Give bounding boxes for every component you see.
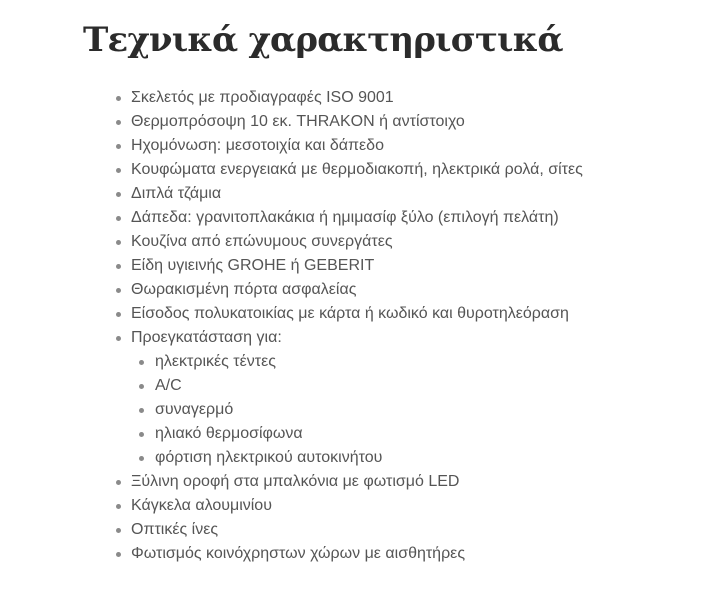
bullet-icon xyxy=(116,552,121,557)
list-item-text: Οπτικές ίνες xyxy=(131,521,219,538)
list-item-text: Διπλά τζάμια xyxy=(131,185,222,202)
list-item xyxy=(83,254,703,278)
bullet-icon xyxy=(116,216,121,221)
sublist-item xyxy=(131,350,703,374)
sublist-item-text: φόρτιση ηλεκτρικού αυτοκινήτου xyxy=(155,449,383,466)
list-item xyxy=(83,518,703,542)
bullet-icon xyxy=(116,240,121,245)
features-section xyxy=(83,14,703,566)
list-item xyxy=(83,470,703,494)
list-item-text: Κουφώματα ενεργειακά με θερμοδιακοπή, ηλεκτρικά ρολά, σίτες xyxy=(131,161,583,178)
feature-list xyxy=(83,86,703,566)
bullet-icon xyxy=(116,144,121,149)
list-item xyxy=(83,134,703,158)
list-item-text: Σκελετός με προδιαγραφές ISO 9001 xyxy=(131,89,394,106)
list-item-text: Είδη υγιεινής GROHE ή GEBERIT xyxy=(131,257,375,274)
list-item-text: Θερμοπρόσοψη 10 εκ. THRAKON ή αντίστοιχο xyxy=(131,113,465,130)
list-item xyxy=(83,86,703,110)
bullet-icon xyxy=(116,264,121,269)
list-item-text: Είσοδος πολυκατοικίας με κάρτα ή κωδικό και θυροτηλεόραση xyxy=(131,305,569,322)
list-item-text: Κάγκελα αλουμινίου xyxy=(131,497,272,514)
list-item-text: Δάπεδα: γρανιτοπλακάκια ή ημιμασίφ ξύλο (επιλογή πελάτη) xyxy=(131,209,559,226)
list-item xyxy=(83,230,703,254)
list-item xyxy=(83,302,703,326)
list-item xyxy=(83,542,703,566)
list-item-text: Φωτισμός κοινόχρηστων χώρων με αισθητήρες xyxy=(131,545,466,562)
bullet-icon xyxy=(116,504,121,509)
bullet-icon xyxy=(139,456,144,461)
sublist-item xyxy=(131,422,703,446)
list-item-text: Θωρακισμένη πόρτα ασφαλείας xyxy=(131,281,357,298)
list-item-text: Κουζίνα από επώνυμους συνεργάτες xyxy=(131,233,393,250)
list-item xyxy=(83,278,703,302)
sublist-item-text: συναγερμό xyxy=(155,401,234,418)
bullet-icon xyxy=(139,360,144,365)
bullet-icon xyxy=(116,480,121,485)
bullet-icon xyxy=(116,192,121,197)
bullet-icon xyxy=(139,432,144,437)
list-item xyxy=(83,158,703,182)
list-item xyxy=(83,110,703,134)
list-item-preinstallation xyxy=(83,326,703,470)
bullet-icon xyxy=(116,528,121,533)
list-item-text: Ξύλινη οροφή στα μπαλκόνια με φωτισμό LED xyxy=(131,473,460,490)
bullet-icon xyxy=(116,120,121,125)
bullet-icon xyxy=(139,384,144,389)
sublist-item-text: A/C xyxy=(155,377,182,394)
sublist-item xyxy=(131,446,703,470)
preinstallation-sublist xyxy=(131,350,703,470)
page-title: Τεχνικά χαρακτηριστικά xyxy=(83,20,563,60)
bullet-icon xyxy=(116,288,121,293)
bullet-icon xyxy=(139,408,144,413)
sublist-item xyxy=(131,398,703,422)
bullet-icon xyxy=(116,168,121,173)
list-item xyxy=(83,206,703,230)
bullet-icon xyxy=(116,336,121,341)
bullet-icon xyxy=(116,312,121,317)
list-item-text: Προεγκατάσταση για: xyxy=(131,329,282,346)
sublist-item xyxy=(131,374,703,398)
list-item xyxy=(83,494,703,518)
list-item-text: Ηχομόνωση: μεσοτοιχία και δάπεδο xyxy=(131,137,384,154)
bullet-icon xyxy=(116,96,121,101)
sublist-item-text: ηλιακό θερμοσίφωνα xyxy=(155,425,303,442)
list-item xyxy=(83,182,703,206)
sublist-item-text: ηλεκτρικές τέντες xyxy=(155,353,276,370)
